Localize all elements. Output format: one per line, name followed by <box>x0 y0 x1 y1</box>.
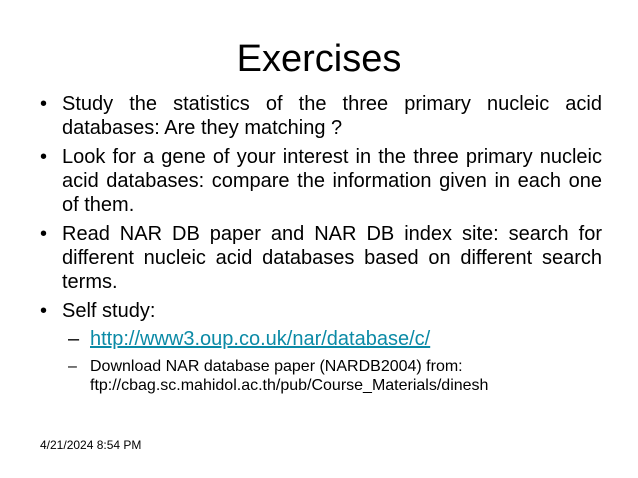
bullet-item-self-study <box>40 299 602 395</box>
bullet-text: Read NAR DB paper and NAR DB index site: search for different nucleic acid databases based on different search terms. <box>62 223 602 293</box>
sub-item-link <box>62 327 602 351</box>
bullet-marker: • <box>40 223 48 245</box>
bullet-item <box>40 145 602 217</box>
sub-item-download <box>62 357 602 395</box>
download-line-1: Download NAR database paper (NARDB2004) from: <box>90 358 463 375</box>
bullet-text: Study the statistics of the three primary nucleic acid databases: Are they matching ? <box>62 93 602 139</box>
dash-marker: – <box>68 358 77 375</box>
bullet-marker: • <box>40 146 48 168</box>
download-line-2: ftp://cbag.sc.mahidol.ac.th/pub/Course_Materials/dinesh <box>90 377 489 394</box>
bullet-marker: • <box>40 93 48 115</box>
bullet-text: Self study: <box>62 300 156 322</box>
bullet-item <box>40 92 602 140</box>
sub-list <box>62 327 602 395</box>
slide-title: Exercises <box>236 38 402 80</box>
nar-database-link[interactable]: http://www3.oup.co.uk/nar/database/c/ <box>90 328 431 350</box>
bullet-list <box>40 92 602 400</box>
bullet-marker: • <box>40 300 48 322</box>
footer-datetime: 4/21/2024 8:54 PM <box>40 438 142 452</box>
bullet-item <box>40 222 602 294</box>
bullet-text: Look for a gene of your interest in the three primary nucleic acid databases: compare the information given in each one of them. <box>62 146 602 216</box>
dash-marker: – <box>68 328 80 350</box>
